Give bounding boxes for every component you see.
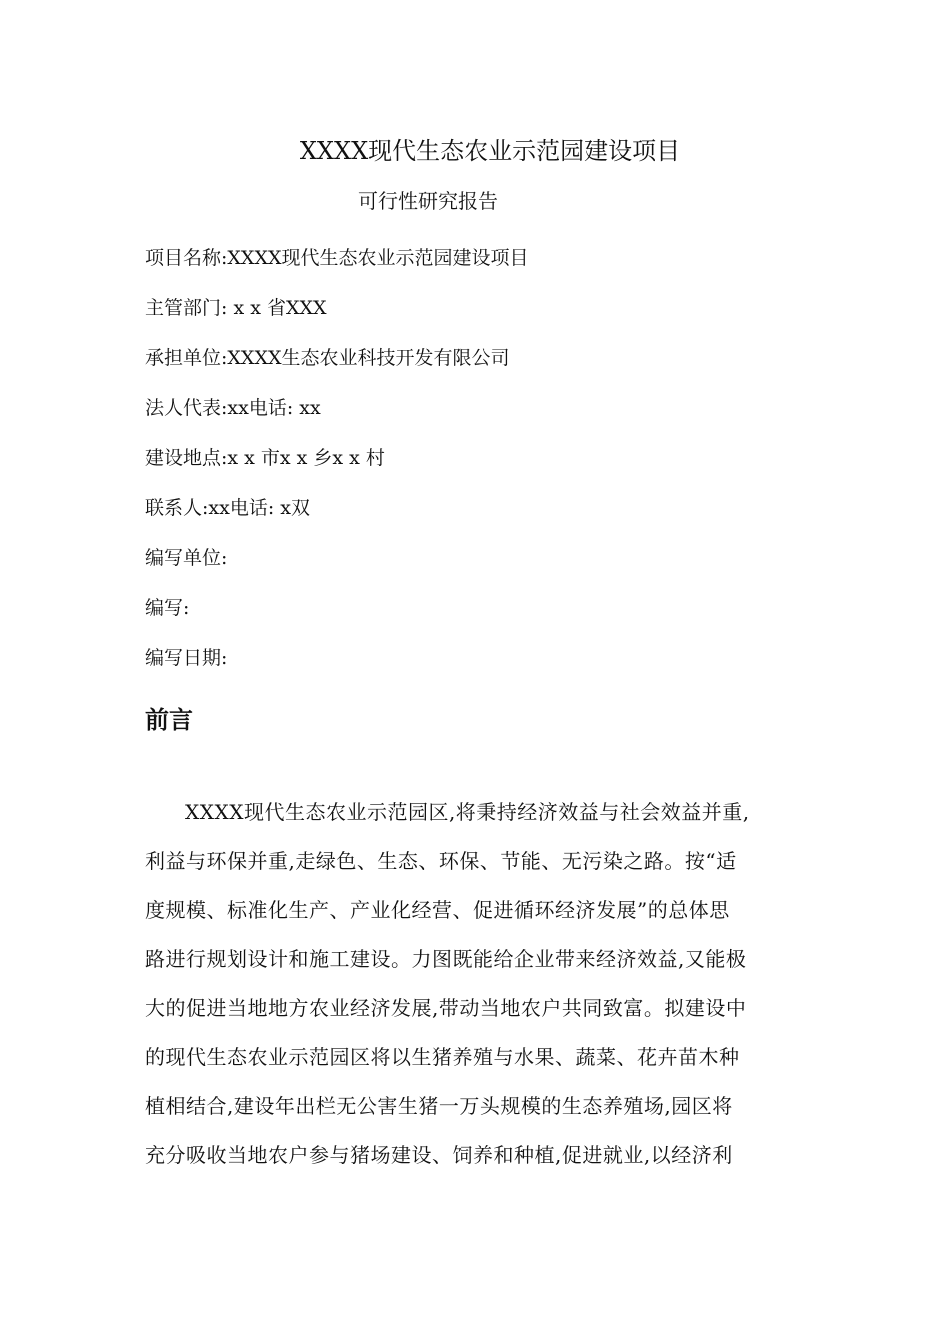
contact-person-line: 联系人:xx电话: x双: [145, 497, 310, 519]
supervising-department-line: 主管部门: x x 省XXX: [145, 297, 327, 319]
preface-line: 充分吸收当地农户参与猪场建设、饲养和种植,促进就业,以经济利: [145, 1143, 733, 1167]
compiler-line: 编写:: [145, 597, 190, 619]
preface-line: 利益与环保并重,走绿色、生态、环保、节能、无污染之路。按“适: [145, 849, 737, 873]
preface-line: XXXX现代生态农业示范园区,将秉持经济效益与社会效益并重,: [185, 800, 750, 824]
document-subtitle: 可行性研究报告: [358, 189, 498, 213]
preface-line: 的现代生态农业示范园区将以生猪养殖与水果、蔬菜、花卉苗木种: [145, 1045, 740, 1069]
preface-line: 度规模、标准化生产、产业化经营、促进循环经济发展”的总体思: [145, 898, 730, 922]
preface-heading: 前言: [145, 706, 193, 734]
preface-line: 路进行规划设计和施工建设。力图既能给企业带来经济效益,又能极: [145, 947, 747, 971]
preface-line: 植相结合,建设年出栏无公害生猪一万头规模的生态养殖场,园区将: [145, 1094, 733, 1118]
compiling-date-line: 编写日期:: [145, 647, 228, 669]
preface-paragraph: [145, 788, 805, 1180]
project-name-line: 项目名称:XXXX现代生态农业示范园建设项目: [145, 247, 529, 269]
document-title: XXXX现代生态农业示范园建设项目: [299, 137, 681, 165]
legal-representative-line: 法人代表:xx电话: xx: [145, 397, 321, 419]
compiling-unit-line: 编写单位:: [145, 547, 228, 569]
construction-site-line: 建设地点:x x 市x x 乡x x 村: [145, 447, 385, 469]
undertaking-unit-line: 承担单位:XXXX生态农业科技开发有限公司: [145, 347, 510, 369]
project-info-block: [145, 233, 825, 683]
preface-line: 大的促进当地地方农业经济发展,带动当地农户共同致富。拟建设中: [145, 996, 747, 1020]
